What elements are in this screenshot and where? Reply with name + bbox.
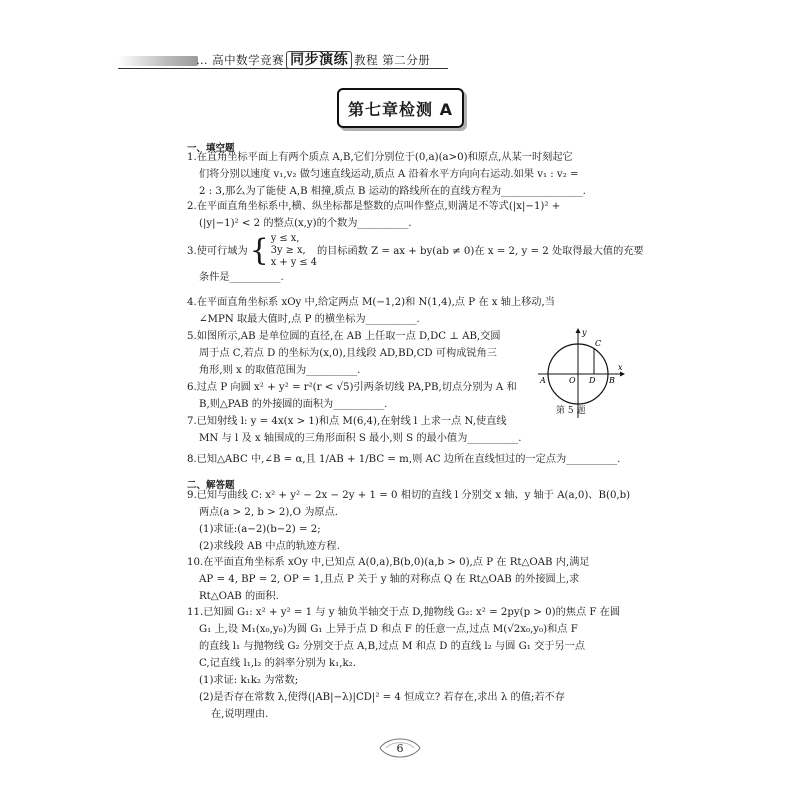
problem-8-line-1: 8.已知△ABC 中,∠B = α,且 1/AB + 1/BC = m,则 AC 边所在直线恒过的一定点为__________. [187, 454, 621, 465]
constraint-1: y ≤ x, [270, 233, 300, 244]
problem-6 [187, 379, 517, 413]
problem-11 [187, 604, 620, 723]
diagram-caption: 第 5 题 [556, 406, 586, 416]
problem-5 [187, 328, 501, 379]
problem-10-line-3: Rt△OAB 的面积. [199, 591, 279, 602]
label-b: B [609, 376, 615, 385]
problem-11-line-2: G₁ 上,设 M₁(x₀,y₀)为圆 G₁ 上异于点 D 和点 F 的任意一点,过点 M(√2x₀,y₀)和点 F [199, 624, 578, 635]
problem-2 [187, 198, 560, 232]
problem-1-line-1: 1.在直角坐标平面上有两个质点 A,B,它们分别位于(0,a)(a>0)和原点,从某一时刻起它 [187, 152, 573, 163]
problem-7-line-2: MN 与 l 及 x 轴围成的三角形面积 S 最小,则 S 的最小值为__________. [199, 433, 522, 444]
header-prefix: … 高中数学竞赛 [196, 53, 285, 67]
problem-9-line-4: (2)求线段 AB 中点的轨迹方程. [199, 541, 340, 552]
problem-5-line-2: 周于点 C,若点 D 的坐标为(x,0),且线段 AD,BD,CD 可构成锐角三 [199, 348, 497, 359]
problem-9-line-2: 两点(a > 2, b > 2),O 为原点. [199, 507, 339, 518]
constraint-2: 3y ≥ x, [270, 245, 306, 256]
label-x: x [618, 363, 623, 372]
label-d: D [589, 376, 596, 385]
problem-11-line-6: (2)是否存在常数 λ,使得(|AB|−λ)|CD|² = 4 恒成立? 若存在,求出 λ 的值;若不存 [199, 692, 565, 703]
header-highlight: 同步演练 [286, 51, 352, 69]
problem-11-line-3: 的直线 l₁ 与抛物线 G₂ 分别交于点 A,B,过点 M 和点 D 的直线 l₂ 与圆 G₁ 交于另一点 [199, 641, 586, 652]
label-y: y [582, 328, 587, 337]
problem-5-line-3: 角形,则 x 的取值范围为__________. [199, 365, 361, 376]
problem-6-line-2: B,则△PAB 的外接圆的面积为__________. [199, 399, 388, 410]
chapter-title: 第七章检测 A [348, 99, 453, 119]
problem-3-rest: 的目标函数 Z = ax + by(ab ≠ 0)在 x = 2, y = 2 处取得最大值的充要 [316, 245, 644, 257]
section-answer: 二、解答题 [187, 480, 235, 491]
problem-9-line-1: 9.已知与曲线 C: x² + y² − 2x − 2y + 1 = 0 相切的直线 l 分别交 x 轴、y 轴于 A(a,0)、B(0,b) [187, 490, 631, 501]
problem-4-line-1: 4.在平面直角坐标系 xOy 中,给定两点 M(−1,2)和 N(1,4),点 P 在 x 轴上移动,当 [187, 297, 555, 308]
constraint-system [271, 233, 317, 269]
header-decoration [118, 56, 198, 66]
page-number-badge [376, 734, 424, 762]
problem-11-line-1: 11.已知圆 G₁: x² + y² = 1 与 y 轴负半轴交于点 D,抛物线 G₂: x² = 2py(p > 0)的焦点 F 在圆 [187, 607, 621, 618]
problem-7 [187, 413, 521, 447]
problem-3-lead: 3.使可行域为 [187, 245, 248, 257]
problem-6-line-1: 6.过点 P 向圆 x² + y² = r²(r < √5)引两条切线 PA,PB,切点分别为 A 和 [187, 382, 517, 393]
problem-1-line-3: 2 : 3,那么为了能使 A,B 相撞,质点 B 运动的路线所在的直线方程为________________. [199, 186, 586, 197]
problem-5-line-1: 5.如图所示,AB 是单位圆的直径,在 AB 上任取一点 D,DC ⊥ AB,交圆 [187, 331, 501, 342]
problem-10-line-2: AP = 4, BP = 2, OP = 1,且点 P 关于 y 轴的对称点 Q 在 Rt△OAB 的外接圆上,求 [199, 574, 580, 585]
label-a: A [540, 376, 546, 385]
label-o: O [569, 376, 576, 385]
problem-2-line-2: (|y|−1)² < 2 的整点(x,y)的个数为__________. [199, 218, 412, 229]
problem-4-line-2: ∠MPN 取最大值时,点 P 的横坐标为__________. [199, 314, 420, 325]
problem-4 [187, 294, 555, 328]
problem-3 [187, 233, 644, 286]
section-fill-blank: 一、填空题 [187, 143, 235, 154]
problem-9-line-3: (1)求证:(a−2)(b−2) = 2; [199, 524, 321, 535]
problem-11-line-7: 在,说明理由. [211, 709, 269, 720]
problem-11-line-5: (1)求证: k₁k₂ 为常数; [199, 675, 299, 686]
problem-11-line-4: C,记直线 l₁,l₂ 的斜率分别为 k₁,k₂. [199, 658, 356, 669]
running-header [196, 49, 430, 69]
problem-3-line-2: 条件是__________. [199, 272, 284, 283]
page-number: 6 [396, 741, 404, 755]
brace-symbol: { [249, 233, 269, 268]
problem-10 [187, 554, 590, 605]
label-c: C [595, 339, 602, 348]
problem-8 [187, 451, 620, 468]
constraint-3: x + y ≤ 4 [270, 257, 317, 268]
problem-1-line-2: 们将分别以速度 v₁,v₂ 做匀速直线运动,质点 A 沿着水平方向向右运动.如果 v₁ : v₂ = [199, 169, 579, 180]
problem-2-line-1: 2.在平面直角坐标系中,横、纵坐标都是整数的点叫作整点,则满足不等式(|x|−1)² + [187, 201, 561, 212]
problem-10-line-1: 10.在平面直角坐标系 xOy 中,已知点 A(0,a),B(b,0)(a,b > 0),点 P 在 Rt△OAB 内,满足 [187, 557, 590, 568]
y-axis-arrow [576, 328, 581, 333]
header-suffix: 教程 第二分册 [354, 53, 431, 67]
problem-7-line-1: 7.已知射线 l: y = 4x(x > 1)和点 M(6,4),在射线 l 上求一点 N,使直线 [187, 416, 507, 427]
problem-1 [187, 149, 586, 200]
x-axis-arrow [620, 372, 625, 377]
problem-9 [187, 487, 630, 555]
chapter-title-box [337, 88, 464, 128]
header-rule [118, 68, 448, 69]
